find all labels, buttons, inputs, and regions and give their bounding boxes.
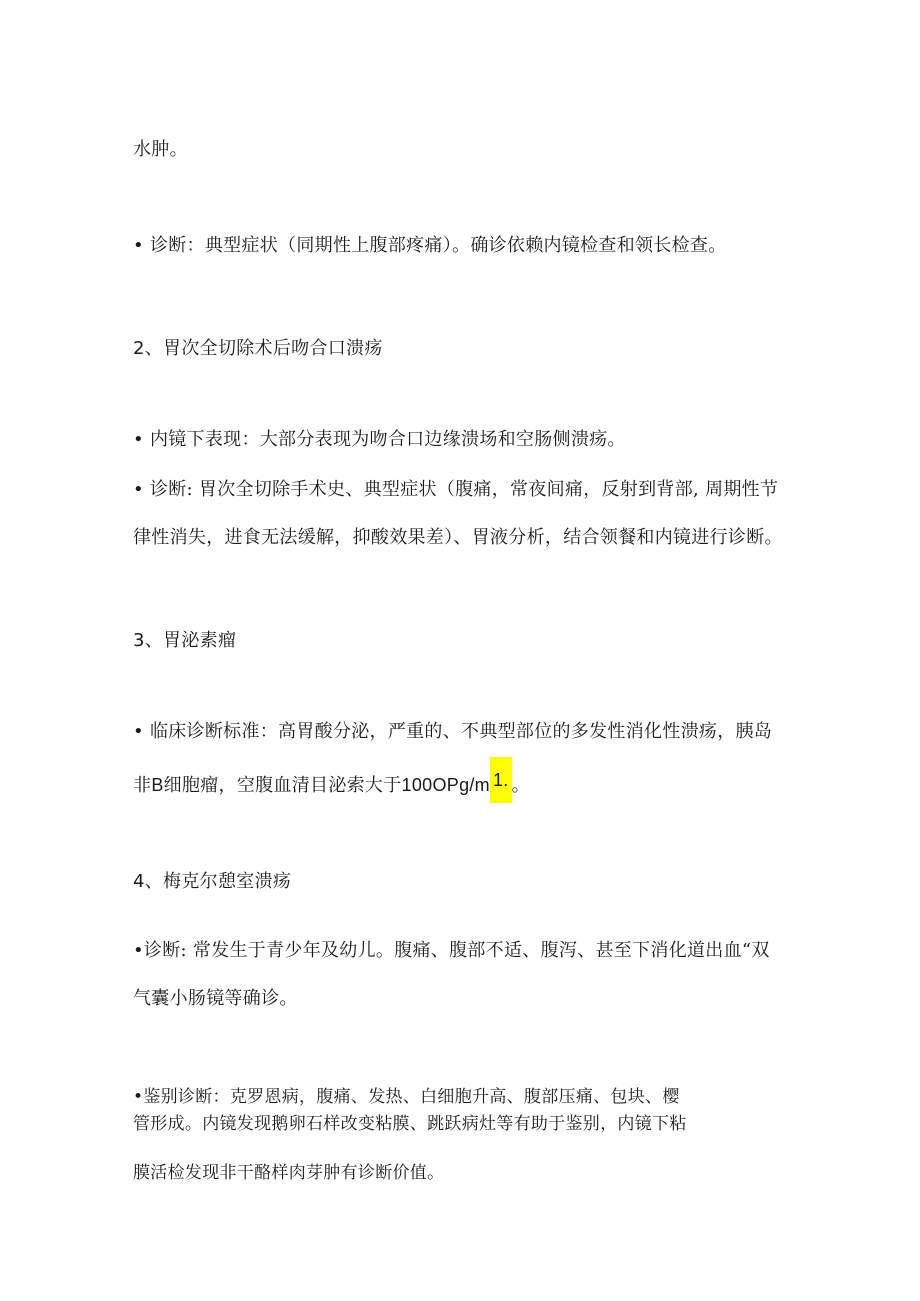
diagnosis-peptic-ulcer: • 诊断：典型症状（同期性上腹部疼痛）。确诊依赖内镜检查和领长检查。: [133, 235, 727, 256]
diagnosis-meckel-line1: •诊断: 常发生于青少年及幼儿。腹痛、腹部不适、腹泻、甚至下消化道出血“双: [133, 940, 770, 961]
differential-diagnosis-line1: •鉴别诊断：克罗恩病，腹痛、发热、白细胞升高、腹部压痛、包块、樱: [133, 1087, 680, 1107]
text-fragment-latin: B: [151, 775, 164, 795]
gastrin-value: 100OPg/m: [401, 775, 490, 795]
differential-diagnosis-line3: 膜活检发现非干酪样肉芽肿有诊断价值。: [133, 1163, 445, 1183]
endoscopic-findings: • 内镜下表现：大部分表现为吻合口边缘溃场和空肠侧溃疡。: [133, 429, 626, 450]
clinical-criteria-line2: [133, 769, 530, 803]
section-heading-meckel-ulcer: 4、梅克尔憩室溃疡: [133, 871, 292, 892]
text-line-edema: 水肿。: [133, 139, 188, 160]
diagnosis-anastomotic-ulcer-line2: 律性消失，进食无法缓解，抑酸效果差）、胃液分析，结合领餐和内镜进行诊断。: [133, 527, 783, 548]
section-heading-gastrinoma: 3、胃泌素瘤: [133, 630, 237, 651]
highlighted-text: 1.: [490, 757, 512, 803]
text-fragment: 。: [511, 775, 530, 796]
text-fragment: 细胞瘤，空腹血清目泌索大于: [163, 775, 402, 796]
diagnosis-meckel-line2: 气囊小肠镜等确诊。: [133, 988, 298, 1009]
diagnosis-anastomotic-ulcer-line1: • 诊断: 胃次全切除手术史、典型症状（腹痛，常夜间痛，反射到背部, 周期性节: [133, 479, 779, 500]
section-heading-anastomotic-ulcer: 2、胃次全切除术后吻合口溃疡: [133, 338, 383, 359]
clinical-criteria-line1: • 临床诊断标准：高胃酸分泌，严重的、不典型部位的多发性消化性溃疡，胰岛: [133, 721, 773, 742]
differential-diagnosis-line2: 管形成。内镜发现鹅卵石样改变粘膜、跳跃病灶等有助于鉴别，内镜下粘: [133, 1114, 687, 1134]
text-fragment: 非: [133, 775, 152, 796]
